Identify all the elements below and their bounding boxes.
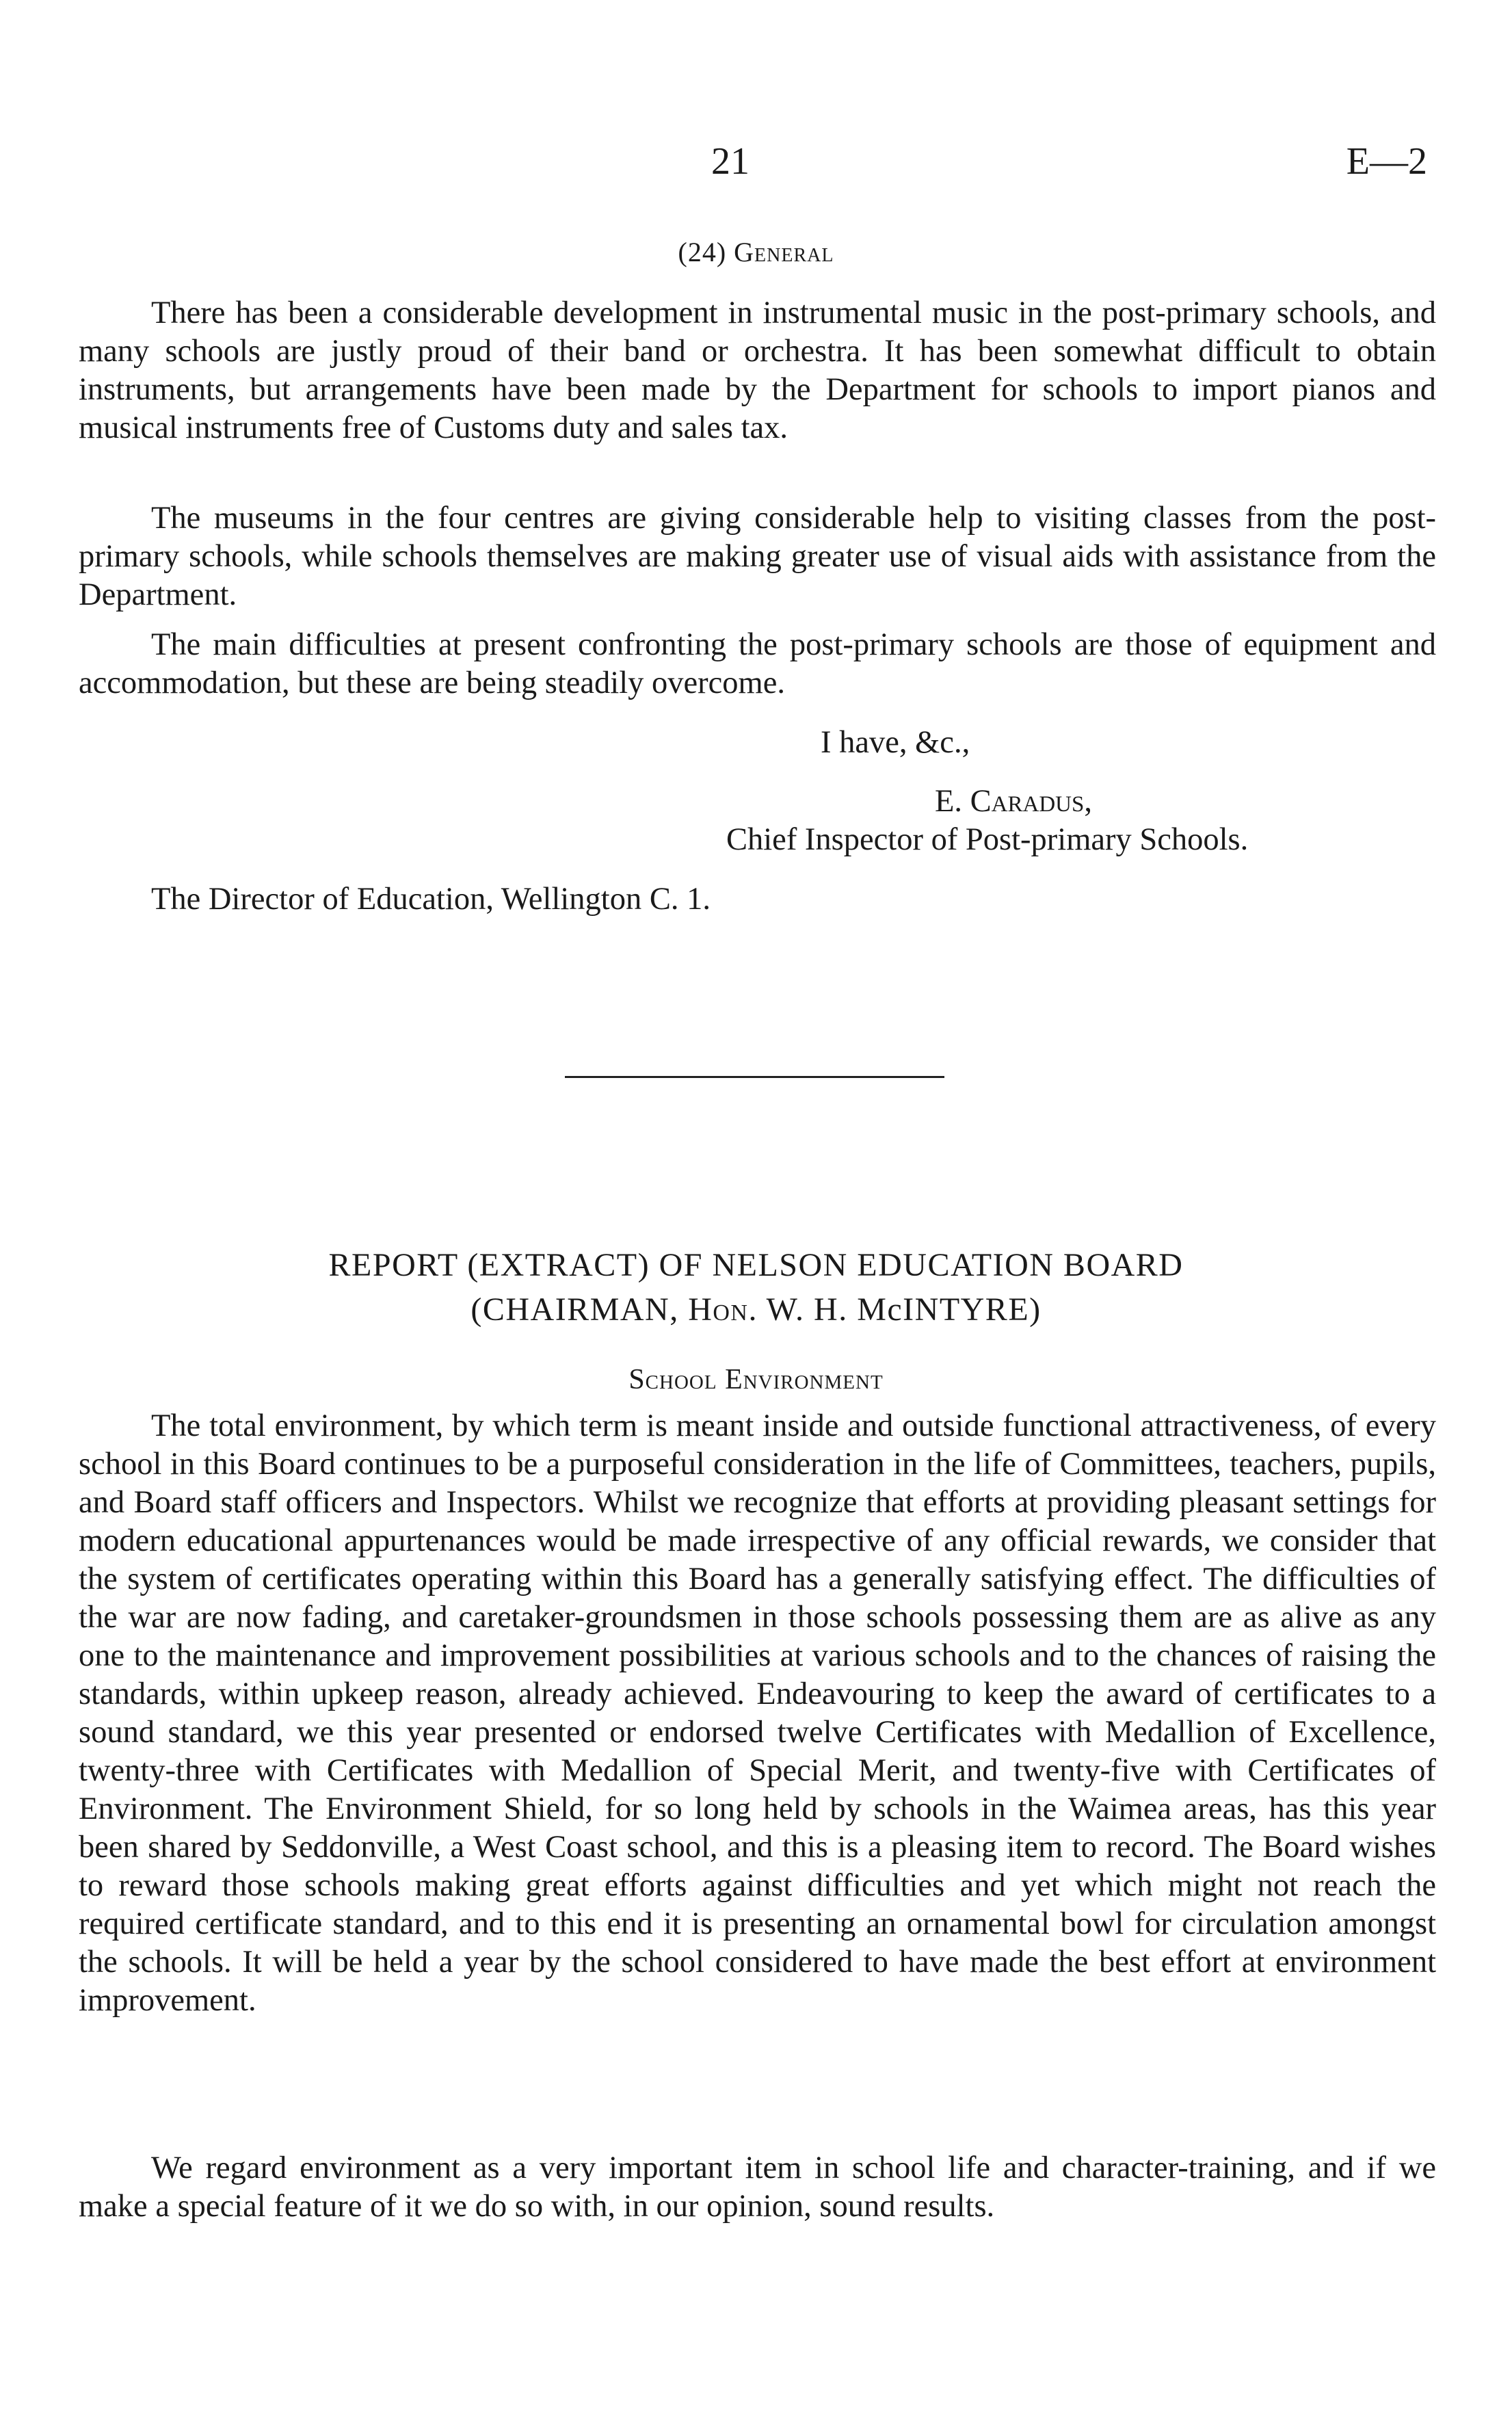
paragraph-environment-conclusion bbox=[79, 2149, 1436, 2226]
signatory-surname: Caradus, bbox=[970, 784, 1092, 819]
paragraph-text: There has been a considerable development in instrumental music in the post-primary schools, and many schools are justly proud of their band or orchestra. It has been somewhat difficult to obtain instruments, but arrangements have been made by the Department for schools to import pianos and musical instruments free of Customs duty and sales tax. bbox=[79, 295, 1436, 445]
addressee: The Director of Education, Wellington C. 1. bbox=[151, 882, 711, 917]
closing-salutation: I have, &c., bbox=[821, 725, 970, 760]
signatory-name bbox=[935, 783, 1092, 821]
page-number: 21 bbox=[711, 140, 750, 183]
report-heading-line1: REPORT (EXTRACT) OF NELSON EDUCATION BOARD bbox=[328, 1247, 1184, 1283]
paragraph-text: We regard environment as a very important item in school life and character-training, and if we make a special feature of it we do so with, in our opinion, sound results. bbox=[79, 2151, 1436, 2224]
paragraph-text: The total environment, by which term is meant inside and outside functional attractiveness, of every school in this Board continues to be a purposeful consideration in the life of Committees, teachers, pupils, and Board staff officers and Inspectors. Whilst we recognize that efforts at providing pleasant settings for modern educational appurtenances would be made irrespective of any official rewards, we consider that the system of certificates operating within this Board has a generally satisfying effect. The difficulties of the war are now fading, and caretaker-groundsmen in those schools possessing them are as alive as any one to the maintenance and improvement possibilities at various schools and to the chances of raising the standards, within upkeep reason, already achieved. Endeavouring to keep the award of certificates to a sound standard, we this year presented or endorsed twelve Certificates with Medallion of Excellence, twenty-three with Certificates with Medallion of Special Merit, and twenty-five with Certificates of Environment. The Environment Shield, for so long held by schools in the Waimea areas, has this year been shared by Seddonville, a West Coast school, and this is a pleasing item to record. The Board wishes to reward those schools making great efforts against difficulties and yet which might not reach the required certificate standard, and to this end it is presenting an ornamental bowl for circulation amongst the schools. It will be held a year by the school considered to have made the best effort at environment improvement. bbox=[79, 1408, 1436, 2018]
heading-hon: Hon. bbox=[688, 1291, 758, 1328]
heading-chairman-name: W. H. McINTYRE) bbox=[766, 1291, 1042, 1328]
section-divider bbox=[565, 1076, 944, 1078]
section-title-school-environment: School Environment bbox=[628, 1364, 884, 1395]
heading-chairman: (CHAIRMAN, bbox=[470, 1291, 679, 1328]
signatory-initial: E. bbox=[935, 784, 963, 819]
paragraph-environment bbox=[79, 1407, 1436, 2020]
document-code: E—2 bbox=[1346, 140, 1427, 183]
paragraph-text: The main difficulties at present confronting the post-primary schools are those of equipment and accommodation, but these are being steadily overcome. bbox=[79, 627, 1436, 700]
report-heading-line2 bbox=[0, 1289, 1512, 1330]
paragraph-difficulties bbox=[79, 626, 1436, 702]
signatory-title: Chief Inspector of Post-primary Schools. bbox=[726, 822, 1249, 857]
section-title-general: (24) General bbox=[678, 237, 834, 267]
paragraph-museums bbox=[79, 499, 1436, 614]
paragraph-text: The museums in the four centres are giving considerable help to visiting classes from the post-primary schools, while schools themselves are making greater use of visual aids with assistance from the Department. bbox=[79, 501, 1436, 612]
paragraph-instrumental-music bbox=[79, 294, 1436, 447]
